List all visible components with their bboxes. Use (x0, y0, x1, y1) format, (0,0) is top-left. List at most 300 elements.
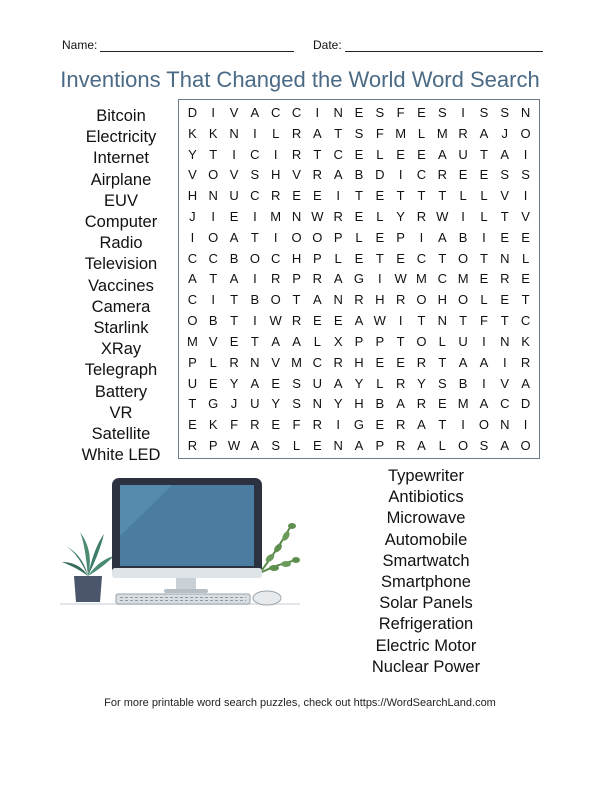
grid-cell: C (520, 313, 531, 329)
grid-cell: A (313, 292, 322, 308)
grid-cell: A (250, 438, 260, 454)
grid-cell: S (479, 438, 489, 454)
grid-cell: R (458, 125, 468, 141)
grid-cell: E (417, 146, 426, 162)
grid-cell: A (354, 313, 364, 329)
grid-cell: N (500, 417, 510, 433)
grid-cell: S (500, 104, 510, 120)
grid-cell: I (523, 146, 528, 162)
grid-cell: M (457, 396, 469, 412)
grid-cell: W (311, 209, 324, 225)
grid-cell: L (459, 188, 467, 204)
name-label: Name: (62, 38, 98, 52)
grid-cell: K (208, 125, 218, 141)
grid-cell: R (416, 396, 427, 412)
grid-cell: C (500, 396, 510, 412)
grid-cell: E (375, 417, 385, 433)
grid-cell: E (271, 375, 281, 391)
grid-cell: Y (354, 375, 364, 391)
grid-cell: N (333, 438, 343, 454)
grid-cell: E (208, 375, 218, 391)
word-item: Smartwatch (382, 551, 470, 570)
grid-cell: A (229, 229, 239, 245)
grid-cell: L (292, 438, 301, 454)
grid-cell: P (375, 438, 385, 454)
word-item: Antibiotics (388, 488, 464, 507)
word-item: Microwave (386, 509, 466, 528)
grid-cell: I (419, 229, 424, 245)
grid-cell: Y (417, 375, 426, 391)
grid-cell: E (396, 250, 405, 266)
grid-cell: R (354, 292, 364, 308)
grid-cell: P (396, 229, 405, 245)
grid-cell: M (457, 271, 469, 287)
grid-cell: E (479, 271, 489, 287)
grid-cell: P (292, 271, 301, 287)
grid-cell: T (417, 188, 426, 204)
grid-cell: T (250, 333, 259, 349)
grid-cell: O (458, 292, 469, 308)
grid-cell: N (520, 104, 531, 120)
grid-cell: H (354, 396, 364, 412)
grid-cell: T (209, 271, 218, 287)
grid-cell: A (500, 146, 510, 162)
grid-cell: E (354, 146, 364, 162)
grid-cell: E (188, 417, 197, 433)
grid-cell: I (253, 125, 257, 141)
grid-cell: E (313, 313, 322, 329)
grid-cell: R (395, 375, 406, 391)
grid-cell: I (211, 292, 216, 308)
grid-cell: S (521, 167, 530, 183)
grid-cell: A (479, 354, 489, 370)
grid-cell: T (500, 209, 509, 225)
grid-cell: S (292, 375, 301, 391)
grid-cell: E (354, 104, 364, 120)
grid-cell: V (188, 167, 197, 183)
grid-cell: T (500, 313, 509, 329)
grid-cell: I (461, 417, 465, 433)
grid-cell: W (227, 438, 241, 454)
grid-cell: A (354, 438, 364, 454)
grid-cell: F (479, 313, 488, 329)
grid-cell: B (458, 375, 468, 391)
grid-cell: A (188, 271, 197, 287)
grid-cell: N (333, 292, 343, 308)
grid-cell: A (271, 333, 281, 349)
grid-cell: O (458, 250, 469, 266)
grid-cell: T (209, 146, 218, 162)
grid-cell: E (313, 438, 322, 454)
grid-cell: D (520, 396, 531, 412)
grid-cell: E (500, 292, 510, 308)
word-item: Automobile (384, 530, 468, 549)
grid-cell: I (461, 209, 465, 225)
grid-cell: N (250, 354, 260, 370)
grid-cell: O (416, 333, 427, 349)
grid-cell: T (417, 313, 426, 329)
grid-cell: A (313, 125, 322, 141)
grid-cell: T (438, 354, 447, 370)
grid-cell: L (355, 229, 363, 245)
grid-cell: L (334, 250, 342, 266)
grid-cell: R (291, 313, 302, 329)
grid-cell: T (521, 292, 530, 308)
grid-cell: A (292, 333, 301, 349)
grid-cell: S (479, 104, 489, 120)
grid-cell: I (253, 209, 257, 225)
grid-cell: L (376, 375, 384, 391)
grid-cell: I (336, 188, 340, 204)
grid-cell: T (396, 333, 405, 349)
grid-cell: N (437, 313, 447, 329)
grid-cell: V (208, 333, 218, 349)
grid-cell: R (416, 354, 427, 370)
grid-cell: G (353, 417, 365, 433)
grid-cell: A (333, 167, 343, 183)
grid-cell: A (333, 375, 343, 391)
computer-desk-illustration-graphic (60, 472, 310, 612)
word-item: Television (84, 255, 158, 274)
grid-cell: B (354, 167, 364, 183)
grid-cell: R (416, 209, 427, 225)
grid-cell: V (229, 104, 239, 120)
grid-cell: O (208, 229, 219, 245)
grid-cell: N (333, 104, 343, 120)
grid-cell: T (230, 292, 239, 308)
grid-cell: T (396, 188, 405, 204)
grid-cell: N (291, 209, 302, 225)
word-item: Nuclear Power (371, 657, 481, 676)
grid-cell: T (188, 396, 197, 412)
word-item: Computer (84, 213, 158, 232)
grid-cell: F (375, 125, 384, 141)
date-line (345, 39, 543, 52)
grid-cell: I (336, 417, 340, 433)
grid-cell: H (437, 292, 447, 308)
grid-cell: C (437, 271, 447, 287)
grid-cell: C (250, 146, 260, 162)
grid-cell: O (520, 438, 531, 454)
grid-cell: L (376, 146, 384, 162)
grid-cell: U (229, 188, 239, 204)
date-label: Date: (313, 38, 342, 52)
grid-cell: L (209, 354, 217, 370)
grid-cell: R (312, 271, 323, 287)
grid-cell: U (312, 375, 323, 391)
grid-cell: T (292, 292, 301, 308)
grid-cell: U (458, 146, 468, 162)
word-list-left (66, 106, 176, 466)
grid-cell: E (229, 333, 239, 349)
grid-cell: A (458, 354, 468, 370)
word-search-grid (178, 99, 540, 459)
grid-cell: V (229, 167, 239, 183)
grid-cell: W (269, 313, 282, 329)
grid-cell: Y (229, 375, 239, 391)
word-item: White LED (81, 446, 161, 465)
grid-cell: T (479, 146, 488, 162)
page-title: Inventions That Changed the World Word Search (60, 67, 540, 92)
grid-cell: H (187, 188, 198, 204)
grid-cell: E (229, 209, 239, 225)
footer-text: For more printable word search puzzles, check out https://WordSearchLand.com (104, 697, 496, 709)
grid-cell: K (521, 333, 530, 349)
grid-cell: R (500, 271, 510, 287)
grid-cell: H (271, 167, 281, 183)
grid-cell: B (458, 229, 468, 245)
grid-cell: I (523, 188, 528, 204)
grid-cell: W (373, 313, 386, 329)
grid-cell: M (416, 271, 427, 287)
grid-cell: R (333, 354, 343, 370)
grid-cell: O (208, 167, 219, 183)
word-item: Telegraph (84, 361, 158, 380)
grid-cell: I (273, 146, 278, 162)
grid-cell: E (521, 229, 530, 245)
grid-cell: L (521, 250, 530, 266)
grid-cell: Y (271, 396, 281, 412)
grid-cell: T (438, 417, 447, 433)
grid-cell: V (500, 375, 510, 391)
grid-cell: O (291, 229, 302, 245)
grid-cell: T (438, 188, 447, 204)
grid-cell: I (482, 333, 486, 349)
grid-cell: T (459, 313, 468, 329)
grid-cell: I (253, 271, 257, 287)
grid-cell: J (230, 396, 238, 412)
grid-cell: R (291, 125, 302, 141)
grid-cell: E (375, 354, 385, 370)
grid-cell: R (312, 167, 323, 183)
grid-cell: A (437, 146, 447, 162)
grid-cell: L (480, 188, 488, 204)
grid-cell: S (500, 167, 510, 183)
date-field (313, 38, 543, 52)
grid-cell: A (333, 271, 343, 287)
grid-cell: Y (396, 209, 405, 225)
grid-cell: J (501, 125, 508, 141)
word-item: Electric Motor (375, 636, 477, 655)
grid-cell: Y (188, 146, 197, 162)
grid-cell: N (500, 250, 510, 266)
grid-cell: I (482, 375, 486, 391)
grid-cell: T (230, 313, 239, 329)
word-item: Internet (93, 149, 149, 168)
grid-cell: B (208, 313, 218, 329)
grid-cell: I (211, 209, 216, 225)
word-item: Refrigeration (378, 615, 474, 634)
grid-cell: E (375, 229, 385, 245)
grid-cell: S (437, 104, 447, 120)
grid-cell: R (395, 417, 406, 433)
grid-cell: M (291, 354, 302, 370)
grid-cell: I (253, 313, 257, 329)
grid-cell: C (187, 292, 198, 308)
grid-cell: E (437, 396, 447, 412)
grid-cell: I (378, 271, 382, 287)
grid-cell: A (229, 271, 239, 287)
grid-cell: I (273, 229, 278, 245)
name-line (100, 39, 294, 52)
grid-cell: P (188, 354, 197, 370)
grid-cell: P (313, 250, 322, 266)
grid-cell: F (230, 417, 239, 433)
grid-cell: I (461, 104, 465, 120)
grid-cell: L (438, 438, 446, 454)
grid-cell: C (271, 104, 281, 120)
grid-cell: L (376, 209, 384, 225)
word-item: EUV (104, 191, 138, 210)
grid-cell: S (250, 167, 260, 183)
grid-cell: A (521, 375, 530, 391)
grid-cell: G (353, 271, 365, 287)
grid-cell: K (208, 417, 218, 433)
grid-cell: A (250, 375, 260, 391)
grid-cell: U (250, 396, 260, 412)
grid-cell: C (208, 250, 218, 266)
grid-cell: A (500, 438, 510, 454)
grid-cell: I (482, 229, 486, 245)
word-item: Typewriter (387, 467, 465, 485)
grid-cell: V (521, 209, 530, 225)
grid-cell: T (250, 229, 259, 245)
grid-cell: H (291, 250, 302, 266)
grid-cell: E (479, 167, 489, 183)
grid-cell: B (375, 396, 385, 412)
grid-cell: O (478, 417, 489, 433)
grid-cell: N (312, 396, 323, 412)
grid-cell: M (395, 125, 407, 141)
word-item: Radio (99, 234, 143, 253)
grid-cell: R (312, 417, 323, 433)
grid-cell: J (189, 209, 196, 225)
grid-cell: I (211, 104, 216, 120)
grid-cell: R (187, 438, 198, 454)
grid-cell: I (232, 146, 236, 162)
grid-cell: R (250, 417, 260, 433)
grid-cell: A (417, 417, 426, 433)
grid-cell: E (521, 271, 530, 287)
grid-cell: O (458, 438, 469, 454)
word-item: Starlink (93, 319, 149, 338)
grid-cell: M (186, 333, 198, 349)
grid-cell: I (190, 229, 195, 245)
grid-cell: T (313, 146, 322, 162)
grid-cell: R (333, 209, 343, 225)
word-item: VR (109, 403, 133, 422)
grid-cell: R (271, 188, 281, 204)
grid-cell: R (229, 354, 239, 370)
grid-cell: U (458, 333, 468, 349)
word-item: Electricity (85, 128, 157, 147)
grid-cell: R (271, 271, 281, 287)
word-item: Vaccines (88, 276, 154, 295)
grid-cell: U (187, 375, 198, 391)
grid-cell: P (354, 333, 364, 349)
grid-cell: P (208, 438, 218, 454)
grid-cell: O (416, 292, 427, 308)
grid-cell: T (375, 250, 384, 266)
grid-cell: I (523, 417, 528, 433)
grid-cell: E (458, 167, 468, 183)
grid-cell: A (479, 396, 489, 412)
grid-cell: C (291, 104, 302, 120)
grid-cell: S (271, 438, 281, 454)
word-item: Smartphone (381, 573, 471, 592)
grid-cell: I (398, 167, 403, 183)
grid-cell: E (292, 188, 301, 204)
grid-cell: L (480, 292, 488, 308)
grid-cell: E (354, 250, 364, 266)
grid-cell: R (395, 292, 406, 308)
grid-cell: I (502, 354, 507, 370)
grid-cell: C (187, 250, 198, 266)
grid-cell: A (417, 438, 426, 454)
grid-cell: S (437, 375, 447, 391)
grid-cell: O (270, 292, 281, 308)
grid-cell: S (354, 125, 364, 141)
grid-cell: H (375, 292, 385, 308)
grid-cell: W (394, 271, 407, 287)
grid-cell: C (271, 250, 281, 266)
grid-cell: T (355, 188, 363, 204)
grid-cell: O (187, 313, 198, 329)
grid-cell: P (375, 333, 385, 349)
grid-cell: H (354, 354, 364, 370)
word-item: XRay (100, 340, 142, 359)
grid-cell: A (396, 396, 405, 412)
grid-cell: I (398, 313, 403, 329)
grid-cell: L (417, 125, 426, 141)
grid-cell: N (208, 188, 218, 204)
grid-cell: S (292, 396, 301, 412)
grid-cell: T (334, 125, 343, 141)
grid-cell: C (416, 250, 427, 266)
grid-cell: L (272, 125, 280, 141)
grid-cell: R (395, 438, 406, 454)
grid-cell: O (312, 229, 323, 245)
grid-cell: E (375, 188, 385, 204)
grid-cell: C (333, 146, 343, 162)
name-field (62, 38, 294, 52)
grid-cell: C (250, 188, 260, 204)
grid-cell: B (250, 292, 260, 308)
grid-cell: E (354, 209, 364, 225)
grid-cell: V (500, 188, 510, 204)
computer-desk-illustration (60, 472, 310, 612)
grid-cell: R (437, 167, 447, 183)
grid-cell: R (520, 354, 531, 370)
grid-cell: F (292, 417, 301, 433)
grid-cell: N (500, 333, 510, 349)
grid-cell: A (437, 229, 447, 245)
word-item: Battery (94, 382, 148, 401)
grid-cell: O (249, 250, 260, 266)
grid-cell: S (375, 104, 385, 120)
grid-cell: E (500, 229, 510, 245)
grid-cell: X (333, 333, 343, 349)
grid-cell: L (480, 209, 488, 225)
grid-cell: E (396, 146, 405, 162)
word-item: Bitcoin (96, 107, 146, 125)
grid-cell: W (436, 209, 449, 225)
grid-cell: E (271, 417, 281, 433)
grid-cell: V (271, 354, 281, 370)
word-item: Airplane (90, 170, 152, 189)
word-list-right (356, 466, 496, 678)
grid-cell: E (333, 313, 343, 329)
